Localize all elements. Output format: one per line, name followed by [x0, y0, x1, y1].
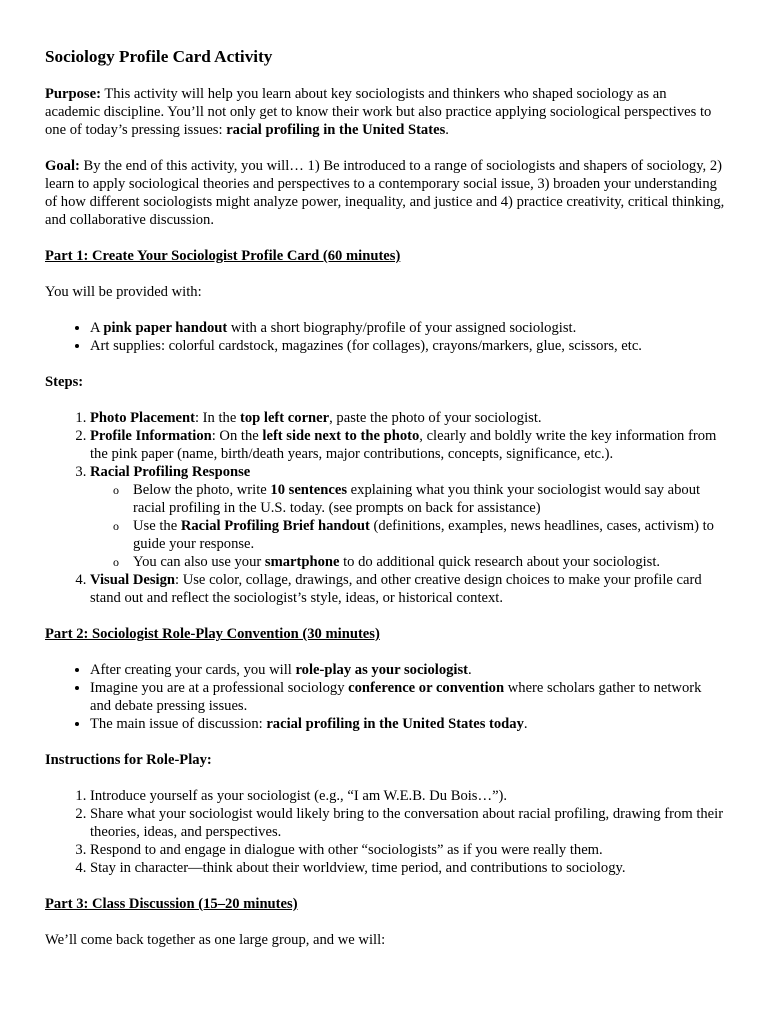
goal-paragraph — [45, 157, 725, 229]
page-title: Sociology Profile Card Activity — [45, 47, 273, 66]
step-item — [90, 427, 725, 463]
part1-intro: You will be provided with: — [45, 284, 202, 300]
list-item — [90, 715, 725, 733]
steps-list — [45, 409, 725, 607]
text-span: : In the — [194, 410, 240, 426]
text-span: : Use color, collage, drawings, and other creative design choices to make your profile card stand out and reflect the sociologist’s style, ideas, or historical context. — [90, 572, 702, 606]
text-span: where scholars gather to network and debate pressing issues. — [90, 680, 702, 714]
text-bold: conference or convention — [348, 680, 505, 696]
text-bold: top left corner — [239, 410, 330, 426]
text-bold: Visual Design — [90, 572, 176, 588]
text-span: Below the photo, write — [133, 482, 271, 498]
step-item — [90, 463, 725, 571]
list-item — [90, 319, 725, 337]
sub-item — [133, 517, 725, 553]
sub-item — [133, 553, 725, 571]
text-bold: Photo Placement — [90, 410, 195, 426]
text-bold: role-play as your sociologist — [295, 662, 469, 678]
list-item — [90, 661, 725, 679]
purpose-emphasis: racial profiling in the United States — [226, 122, 446, 138]
purpose-label: Purpose: — [45, 86, 101, 102]
step-item — [90, 571, 725, 607]
steps-label: Steps: — [45, 374, 84, 390]
text-bold: Racial Profiling Response — [90, 464, 251, 480]
text-bold: Racial Profiling Brief handout — [180, 518, 370, 534]
goal-label: Goal: — [45, 158, 80, 174]
text-span: explaining what you think your sociologist would say about racial profiling in the U.S. today. (see prompts on back for assistance) — [133, 482, 701, 516]
instruction-item: 3. Respond to and engage in dialogue with other “sociologists” as if you were really them. — [90, 841, 725, 859]
text-bold: pink paper handout — [103, 320, 228, 336]
sub-item — [133, 481, 725, 517]
purpose-end: . — [445, 122, 449, 138]
text-bold: 10 sentences — [270, 482, 348, 498]
step-item — [90, 409, 725, 427]
text-span: . — [468, 662, 472, 678]
text-bold: racial profiling in the United States today — [266, 716, 524, 732]
part3-intro: We’ll come back together as one large group, and we will: — [45, 932, 386, 948]
text-span: A — [90, 320, 104, 336]
text-span: to do additional quick research about your sociologist. — [339, 554, 661, 570]
purpose-text: This activity will help you learn about key sociologists and thinkers who shaped sociology as an academic discipline. You’ll not only get to know their work but also practice applying sociological perspectives to one of today’s pressing issues: — [45, 86, 712, 138]
text-span: After creating your cards, you will — [90, 662, 296, 678]
text-span: , clearly and boldly write the key information from the pink paper (name, birth/death years, major contributions, concepts, significance, etc.). — [90, 428, 717, 462]
text-span: , paste the photo of your sociologist. — [329, 410, 542, 426]
provided-list — [45, 319, 725, 355]
part1-heading: Part 1: Create Your Sociologist Profile Card (60 minutes) — [45, 248, 401, 264]
text-bold: Profile Information — [90, 428, 212, 444]
list-item — [90, 679, 725, 715]
text-span: Imagine you are at a professional sociology — [90, 680, 349, 696]
sub-list — [90, 481, 725, 571]
instruction-item: 1. Introduce yourself as your sociologist (e.g., “I am W.E.B. Du Bois…”). — [90, 787, 725, 805]
text-span: . — [523, 716, 528, 732]
part2-list — [45, 661, 725, 733]
part3-heading: Part 3: Class Discussion (15–20 minutes) — [45, 896, 298, 912]
text-bold: left side next to the photo — [262, 428, 420, 444]
text-span: : On the — [211, 428, 263, 444]
instructions-label: Instructions for Role-Play: — [45, 752, 212, 768]
instruction-item: 2. Share what your sociologist would likely bring to the conversation about racial profiling, drawing from their theories, ideas, and perspectives. — [90, 805, 725, 841]
goal-text: By the end of this activity, you will… 1) Be introduced to a range of sociologists and shapers of sociology, 2) learn to apply sociological theories and perspectives to a contemporary social issue, 3) broaden your understanding of how different sociologists might analyze power, inequality, and justice and 4) practice creativity, critical thinking, and collaborative discussion. — [45, 158, 725, 228]
part2-heading: Part 2: Sociologist Role-Play Convention (30 minutes) — [45, 626, 380, 642]
document-page — [45, 46, 725, 967]
text-span: Use the — [133, 518, 181, 534]
list-item: • Art supplies: colorful cardstock, magazines (for collages), crayons/markers, glue, scissors, etc. — [90, 337, 725, 355]
text-span: The main issue of discussion: — [90, 716, 267, 732]
text-span: with a short biography/profile of your assigned sociologist. — [227, 320, 577, 336]
text-bold: smartphone — [264, 554, 340, 570]
text-span: You can also use your — [133, 554, 265, 570]
text-span: (definitions, examples, news headlines, cases, activism) to guide your response. — [133, 518, 714, 552]
instructions-list — [45, 787, 725, 877]
instruction-item: 4. Stay in character—think about their worldview, time period, and contributions to sociology. — [90, 859, 725, 877]
purpose-paragraph — [45, 85, 725, 139]
